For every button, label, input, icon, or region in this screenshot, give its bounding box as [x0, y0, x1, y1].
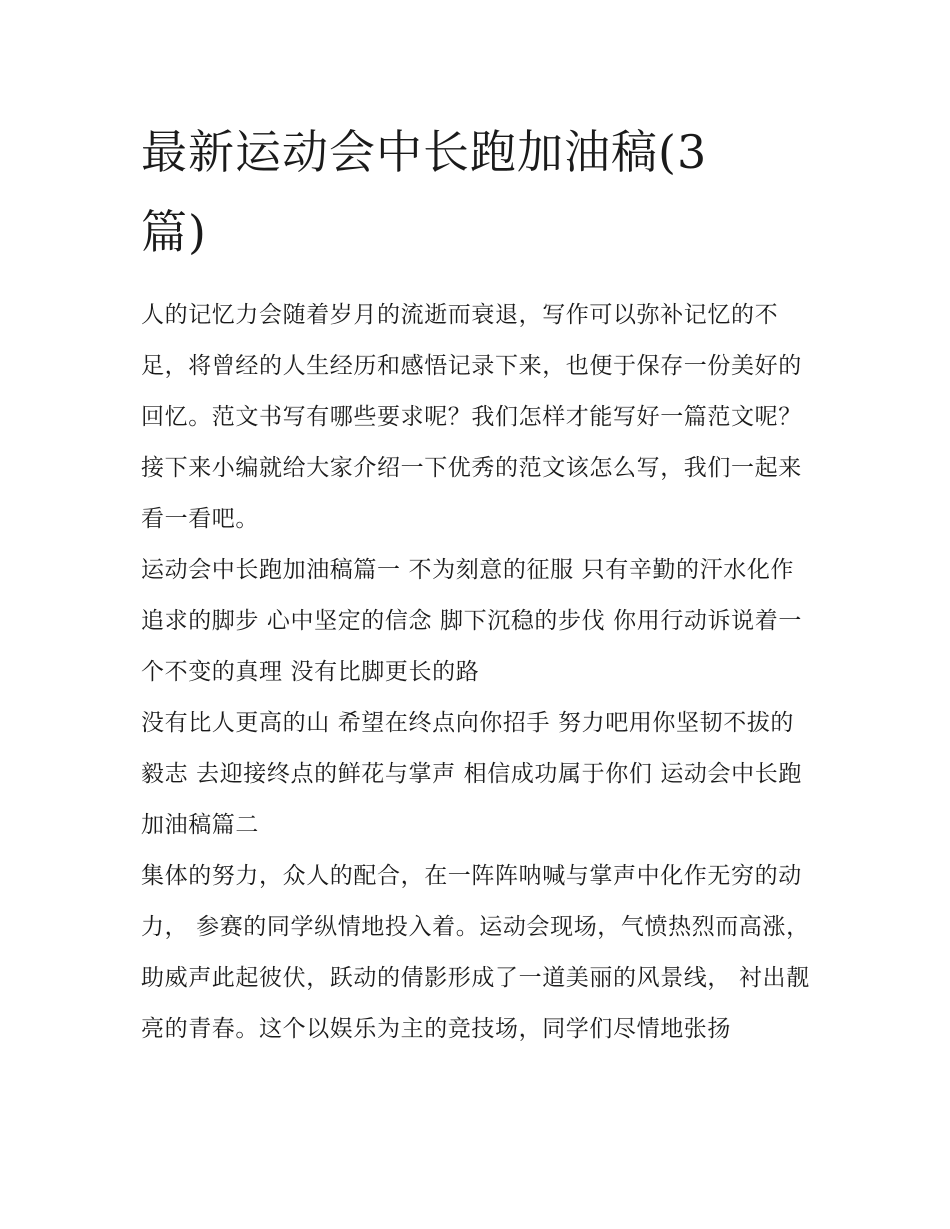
body-paragraph: 助威声此起彼伏，跃动的倩影形成了一道美丽的风景线， 衬出靓亮的青春。这个以娱乐为主的竞技场，同学们尽情地张扬 — [141, 965, 810, 1042]
body-paragraph: 运动会中长跑加油稿篇一 不为刻意的征服 只有辛勤的汗水化作追求的脚步 心中坚定的信念 脚下沉稳的步伐 你用行动诉说着一个不变的真理 没有比脚更长的路 — [141, 557, 802, 685]
body-paragraph: 没有比人更高的山 希望在终点向你招手 努力吧用你坚韧不拔的毅志 去迎接终点的鲜花与掌声 相信成功属于你们 运动会中长跑加油稿篇二 — [141, 710, 802, 838]
document-page — [141, 112, 816, 1055]
body-paragraph: 集体的努力，众人的配合，在一阵阵呐喊与掌声中化作无穷的动力， 参赛的同学纵情地投入着。运动会现场，气愤热烈而高涨， — [141, 863, 810, 940]
document-title: 最新运动会中长跑加油稿(3篇) — [141, 125, 708, 259]
intro-paragraph: 人的记忆力会随着岁月的流逝而衰退，写作可以弥补记忆的不足，将曾经的人生经历和感悟记录下来，也便于保存一份美好的回忆。范文书写有哪些要求呢？我们怎样才能写好一篇范文呢？接下来小编就给大家介绍一下优秀的范文该怎么写，我们一起来看一看吧。 — [141, 302, 802, 532]
document-body — [141, 290, 816, 1055]
